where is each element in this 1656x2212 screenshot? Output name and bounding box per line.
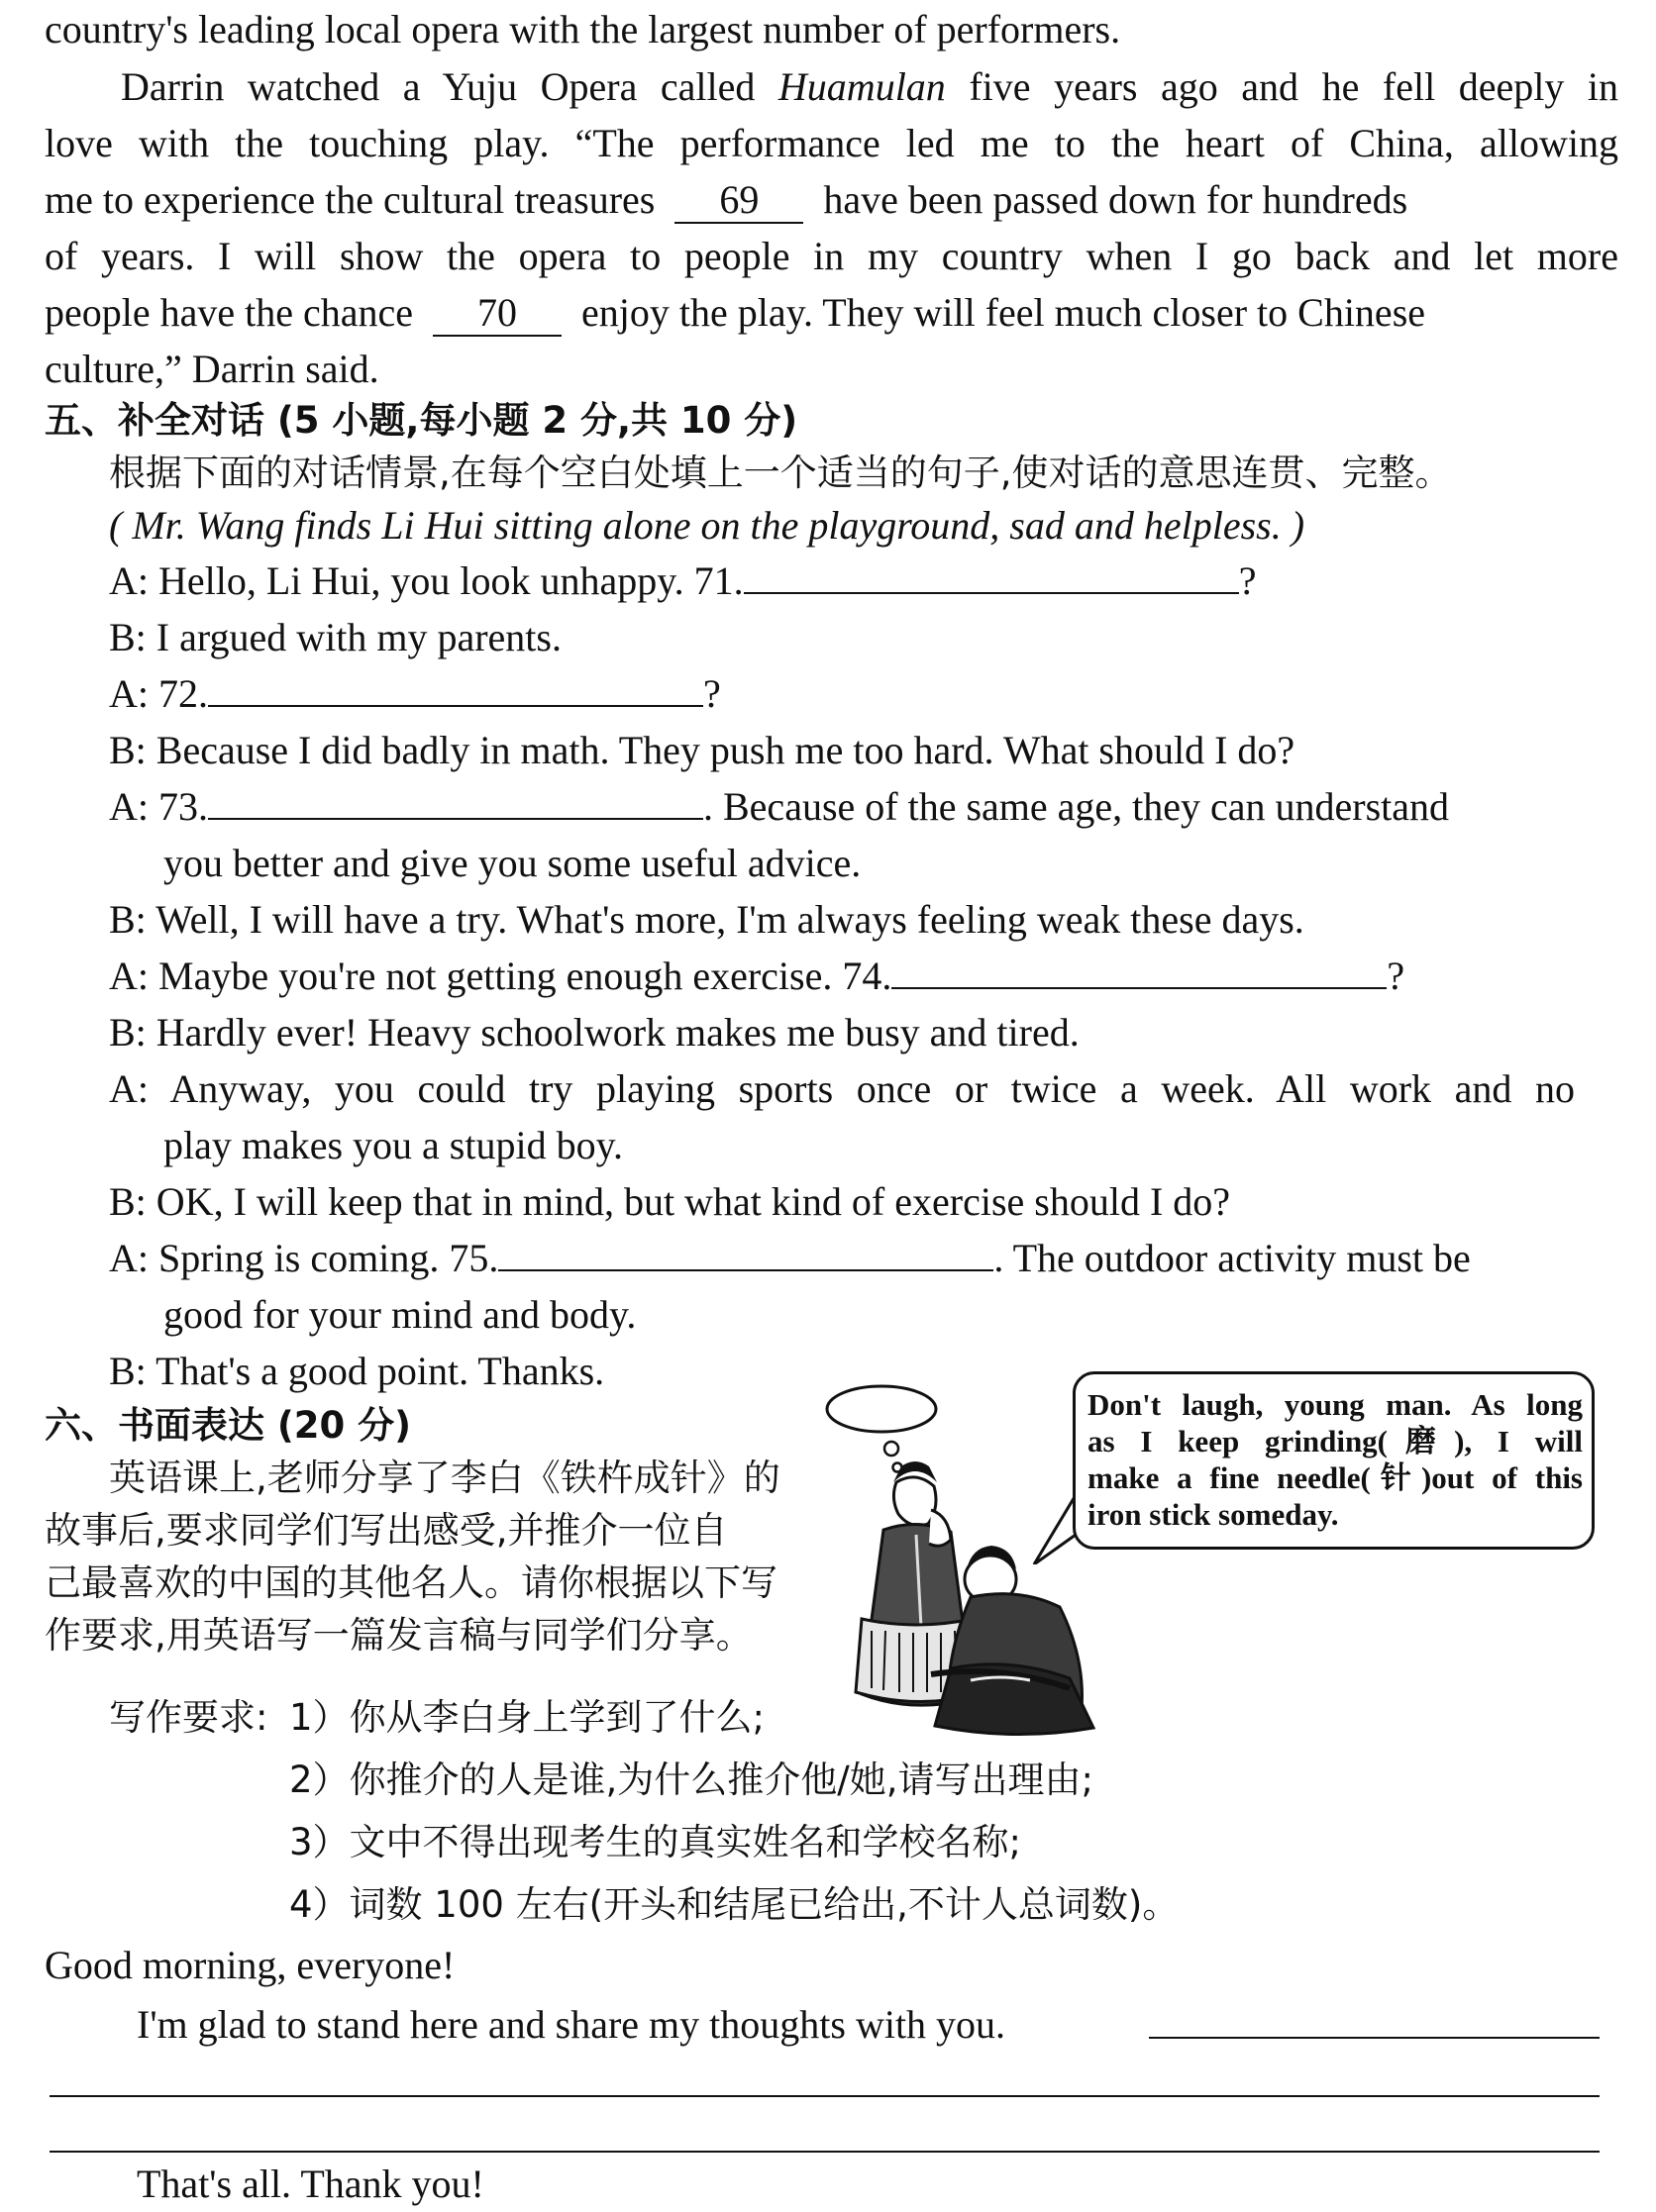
speech-bubble-text: [1087, 1386, 1583, 1533]
dialogue-line-b5: B: OK, I will keep that in mind, but what kind of exercise should I do?: [109, 1179, 1231, 1224]
dialogue-line-b6: B: That's a good point. Thanks.: [109, 1349, 605, 1393]
writing-line[interactable]: [50, 2095, 1600, 2097]
dialogue-line-74: [109, 949, 1404, 1004]
writing-prompt-line-3: 己最喜欢的中国的其他名人。请你根据以下写: [45, 1561, 777, 1604]
blank-71[interactable]: [744, 592, 1239, 594]
dialogue-line-73: [109, 779, 1449, 835]
bubble-line-1: Don't laugh, young man. As long: [1087, 1387, 1583, 1422]
blank-75[interactable]: [498, 1269, 993, 1271]
dialogue-line-71: [109, 553, 1256, 609]
essay-opening-2: I'm glad to stand here and share my thoughts with you.: [137, 2002, 1006, 2047]
writing-prompt-line-2: 故事后,要求同学们写出感受,并推介一位自: [45, 1509, 728, 1552]
dialogue-line-a5-cont: play makes you a stupid boy.: [163, 1123, 624, 1167]
passage-line-1: country's leading local opera with the largest number of performers.: [45, 7, 1121, 51]
essay-closing: That's all. Thank you!: [137, 2162, 484, 2206]
passage-text: have been passed down for hundreds: [823, 177, 1408, 222]
section-5-heading: 五、补全对话 (5 小题,每小题 2 分,共 10 分): [45, 399, 798, 442]
dialogue-text: ?: [1238, 558, 1257, 603]
blank-73[interactable]: [208, 818, 703, 820]
passage-line-5: of years. I will show the opera to people in my country when I go back and let more: [45, 234, 1618, 278]
dialogue-text: . The outdoor activity must be: [993, 1236, 1471, 1280]
dialogue-text: ?: [1387, 954, 1405, 998]
passage-text: enjoy the play. They will feel much closer to Chinese: [581, 290, 1426, 335]
dialogue-text: A: 73.: [109, 784, 208, 829]
passage-line-2: [121, 59, 1618, 115]
requirement-2: 2）你推介的人是谁,为什么推介他/她,请写出理由;: [289, 1759, 1093, 1801]
dialogue-text: A: 72.: [109, 671, 208, 716]
requirements-label: 写作要求:: [109, 1696, 268, 1739]
dialogue-line-b4: B: Hardly ever! Heavy schoolwork makes me busy and tired.: [109, 1010, 1080, 1055]
writing-line[interactable]: [50, 2151, 1600, 2153]
passage-text: five years ago and he fell deeply in: [945, 64, 1618, 109]
requirement-4: 4）词数 100 左右(开头和结尾已给出,不计人总词数)。: [289, 1883, 1180, 1926]
writing-prompt-line-4: 作要求,用英语写一篇发言稿与同学们分享。: [45, 1614, 753, 1657]
bubble-line-2: as I keep grinding(磨), I will: [1087, 1424, 1583, 1458]
bubble-line-4: iron stick someday.: [1087, 1497, 1339, 1532]
dialogue-line-b2: B: Because I did badly in math. They push me too hard. What should I do?: [109, 728, 1295, 772]
dialogue-line-75-cont: good for your mind and body.: [163, 1292, 637, 1337]
passage-line-7: culture,” Darrin said.: [45, 347, 379, 391]
dialogue-text: A: Hello, Li Hui, you look unhappy. 71.: [109, 558, 744, 603]
writing-line[interactable]: [1149, 2037, 1600, 2039]
blank-72[interactable]: [208, 705, 703, 707]
dialogue-line-75: [109, 1231, 1471, 1286]
passage-text: me to experience the cultural treasures: [45, 177, 656, 222]
passage-text: people have the chance: [45, 290, 414, 335]
passage-line-4: [45, 172, 1618, 228]
section-6-heading: 六、书面表达 (20 分): [45, 1404, 412, 1447]
dialogue-line-a5: A: Anyway, you could try playing sports once or twice a week. All work and no: [109, 1066, 1575, 1111]
dialogue-text: A: Maybe you're not getting enough exercise. 74.: [109, 954, 892, 998]
passage-text: Darrin watched a Yuju Opera called: [121, 64, 778, 109]
requirement-3: 3）文中不得出现考生的真实姓名和学校名称;: [289, 1821, 1022, 1863]
section-5-instruction: 根据下面的对话情景,在每个空白处填上一个适当的句子,使对话的意思连贯、完整。: [109, 452, 1452, 494]
dialogue-text: ?: [703, 671, 721, 716]
dialogue-line-b3: B: Well, I will have a try. What's more, I'm always feeling weak these days.: [109, 897, 1304, 942]
dialogue-text: A: Spring is coming. 75.: [109, 1236, 499, 1280]
dialogue-context: ( Mr. Wang finds Li Hui sitting alone on the playground, sad and helpless. ): [109, 503, 1305, 548]
essay-opening: Good morning, everyone!: [45, 1943, 456, 1987]
blank-74[interactable]: [891, 987, 1387, 989]
bubble-line-3: make a fine needle(针)out of this: [1087, 1460, 1583, 1495]
dialogue-line-b1: B: I argued with my parents.: [109, 615, 562, 659]
passage-line-6: [45, 285, 1618, 341]
writing-prompt-line-1: 英语课上,老师分享了李白《铁杵成针》的: [109, 1457, 780, 1499]
passage-line-3: love with the touching play. “The performance led me to the heart of China, allowing: [45, 121, 1618, 165]
requirement-1: 1）你从李白身上学到了什么;: [289, 1696, 766, 1739]
dialogue-line-73-cont: you better and give you some useful advice.: [163, 841, 862, 885]
blank-69[interactable]: 69: [674, 178, 803, 224]
thought-bubble-icon: [827, 1386, 936, 1432]
opera-title: Huamulan: [777, 64, 946, 109]
blank-70[interactable]: 70: [433, 291, 562, 337]
dialogue-text: . Because of the same age, they can understand: [703, 784, 1450, 829]
dialogue-line-72: [109, 666, 721, 722]
